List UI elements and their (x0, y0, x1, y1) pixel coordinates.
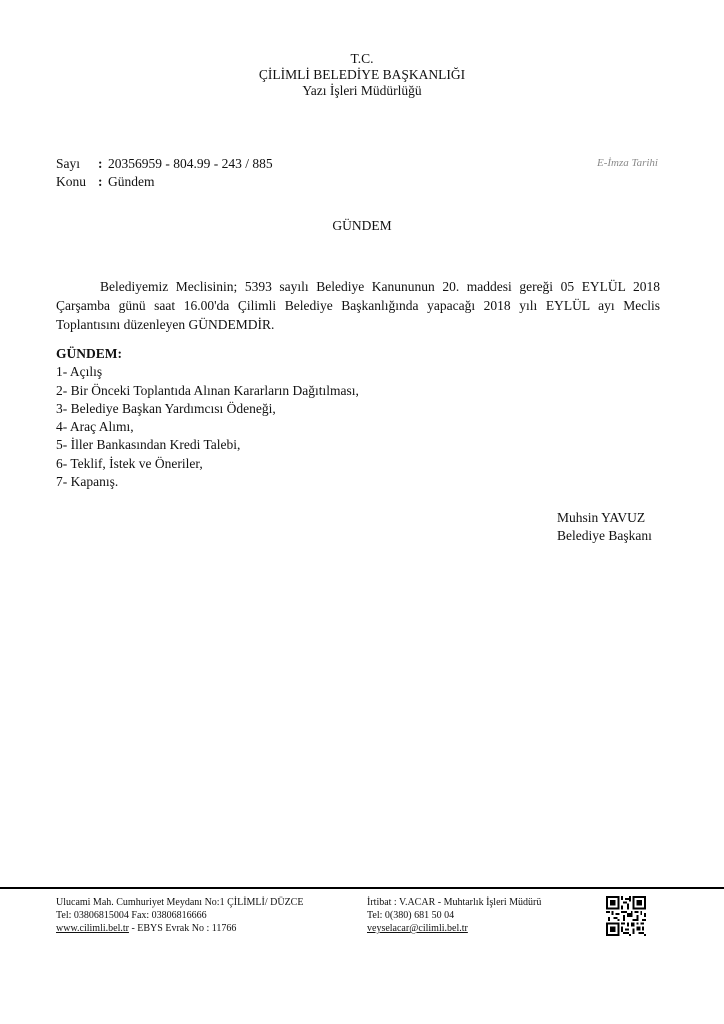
letterhead-department: Yazı İşleri Müdürlüğü (302, 83, 422, 98)
letterhead (0, 51, 724, 99)
footer-address-block (56, 896, 303, 935)
letterhead-institution: ÇİLİMLİ BELEDİYE BAŞKANLIĞI (258, 67, 466, 82)
footer-web-row (56, 922, 303, 935)
footer-divider (0, 887, 724, 889)
agenda-item: 2- Bir Önceki Toplantıda Alınan Kararların Dağıtılması, (56, 382, 359, 398)
sayi-value: 20356959 - 804.99 - 243 / 885 (108, 156, 273, 171)
footer-phone-fax: Tel: 03806815004 Fax: 03806816666 (56, 910, 207, 921)
letterhead-line-tc: T.C. (350, 51, 374, 66)
footer-website-link[interactable]: www.cilimli.bel.tr (56, 923, 129, 934)
footer-contact-block (367, 896, 541, 935)
agenda-heading: GÜNDEM: (56, 346, 122, 361)
konu-value: Gündem (108, 174, 155, 189)
signatory-name: Muhsin YAVUZ (557, 510, 646, 525)
reference-block (56, 155, 273, 191)
document-title: GÜNDEM (332, 218, 392, 233)
agenda-item: 1- Açılış (56, 364, 103, 380)
agenda-item: 6- Teklif, İstek ve Öneriler, (56, 455, 203, 471)
reference-konu-row (56, 173, 273, 191)
qr-code-icon (606, 896, 646, 936)
footer-ebys-number: - EBYS Evrak No : 11766 (128, 923, 237, 934)
sayi-label: Sayı (56, 156, 81, 171)
konu-label: Konu (56, 174, 86, 189)
footer-contact-email-link[interactable]: veyselacar@cilimli.bel.tr (367, 923, 468, 934)
agenda-section (56, 345, 359, 491)
reference-sayi-row (56, 155, 273, 173)
signatory-title: Belediye Başkanı (557, 528, 652, 543)
footer-contact-phone: Tel: 0(380) 681 50 04 (367, 910, 455, 921)
footer-contact-person: İrtibat : V.ACAR - Muhtarlık İşleri Müdürü (367, 897, 542, 908)
sayi-colon: : (98, 156, 103, 171)
agenda-item: 4- Araç Alımı, (56, 419, 134, 435)
agenda-list (56, 363, 359, 491)
footer-address: Ulucami Mah. Cumhuriyet Meydanı No:1 ÇİLİMLİ/ DÜZCE (56, 897, 304, 908)
body-paragraph: Belediyemiz Meclisinin; 5393 sayılı Belediye Kanununun 20. maddesi gereği 05 EYLÜL 2018 Çarşamba günü saat 16.00'da Çilimli Belediye Başkanlığında yapacağı 2018 yılı EYLÜL ayı Meclis Toplantısını düzenleyen GÜNDEMDİR. (56, 279, 660, 332)
esign-date-label: E-İmza Tarihi (596, 157, 658, 169)
konu-colon: : (98, 174, 103, 189)
agenda-item: 5- İller Bankasından Kredi Talebi, (56, 437, 241, 453)
signature-block (557, 509, 652, 545)
agenda-item: 7- Kapanış. (56, 474, 119, 490)
agenda-item: 3- Belediye Başkan Yardımcısı Ödeneği, (56, 400, 276, 416)
